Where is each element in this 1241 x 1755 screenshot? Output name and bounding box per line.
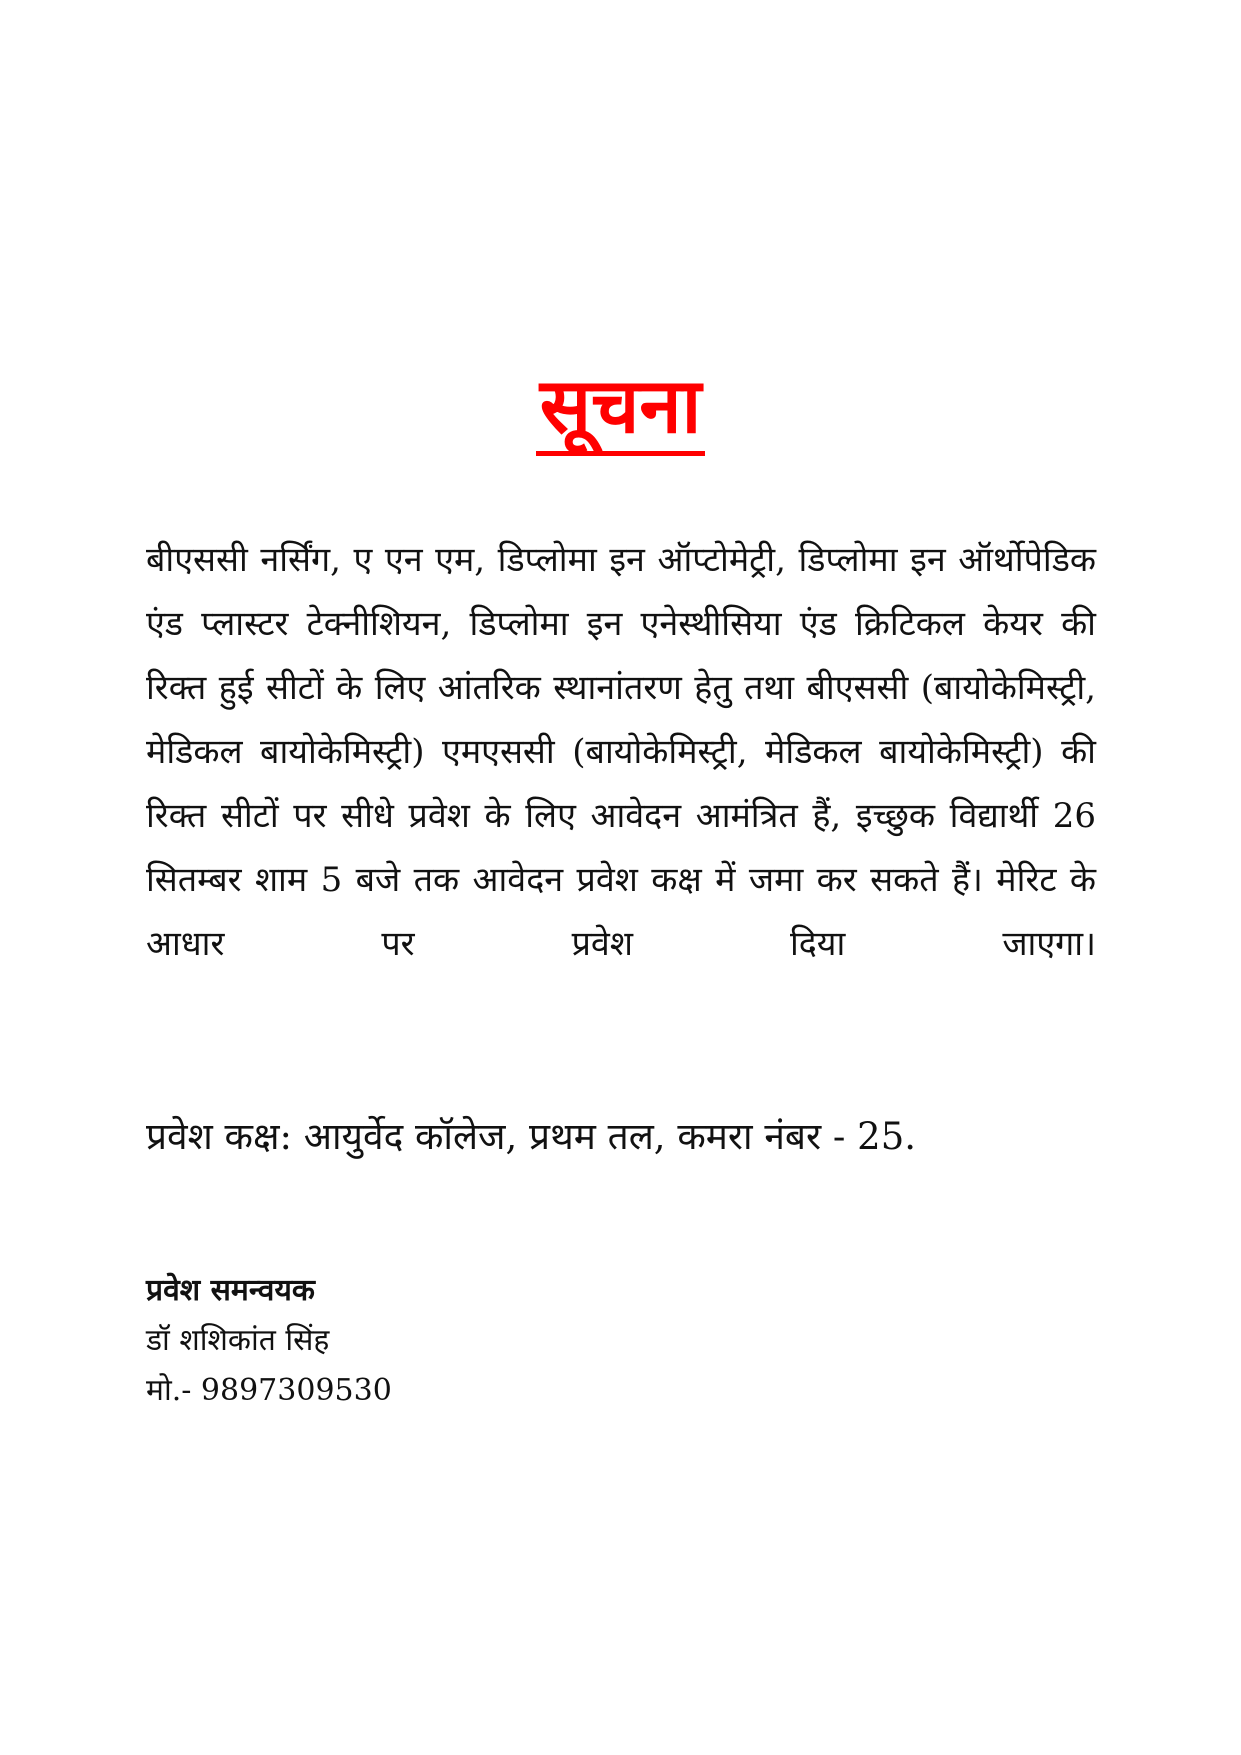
signature-designation: प्रवेश समन्वयक bbox=[146, 1273, 315, 1308]
notice-body: बीएससी नर्सिंग, ए एन एम, डिप्लोमा इन ऑप्टोमेट्री, डिप्लोमा इन ऑर्थोपेडिक एंड प्लास्टर टेक्नीशियन, डिप्लोमा इन एनेस्थीसिया एंड क्रिटिकल केयर की रिक्त हुई सीटों के लिए आंतरिक स्थानांतरण हेतु तथा बीएससी (बायोकेमिस्ट्री, मेडिकल बायोकेमिस्ट्री) एमएससी (बायोकेमिस्ट्री, मेडिकल बायोकेमिस्ट्री) की रिक्त सीटों पर सीधे प्रवेश के लिए आवेदन आमंत्रित हैं, इच्छुक विद्यार्थी 26 सितम्बर शाम 5 बजे तक आवेदन प्रवेश कक्ष में जमा कर सकते हैं। मेरिट के आधार पर प्रवेश दिया जाएगा। bbox=[146, 540, 1096, 964]
notice-title-text: सूचना bbox=[536, 362, 706, 456]
signature-name: डॉ शशिकांत सिंह bbox=[146, 1323, 330, 1358]
signature-mobile: मो.- 9897309530 bbox=[146, 1373, 392, 1408]
admission-room-info: प्रवेश कक्ष: आयुर्वेद कॉलेज, प्रथम तल, कमरा नंबर - 25. bbox=[146, 1115, 916, 1158]
signature-block bbox=[146, 1266, 846, 1416]
notice-title bbox=[0, 362, 1241, 456]
